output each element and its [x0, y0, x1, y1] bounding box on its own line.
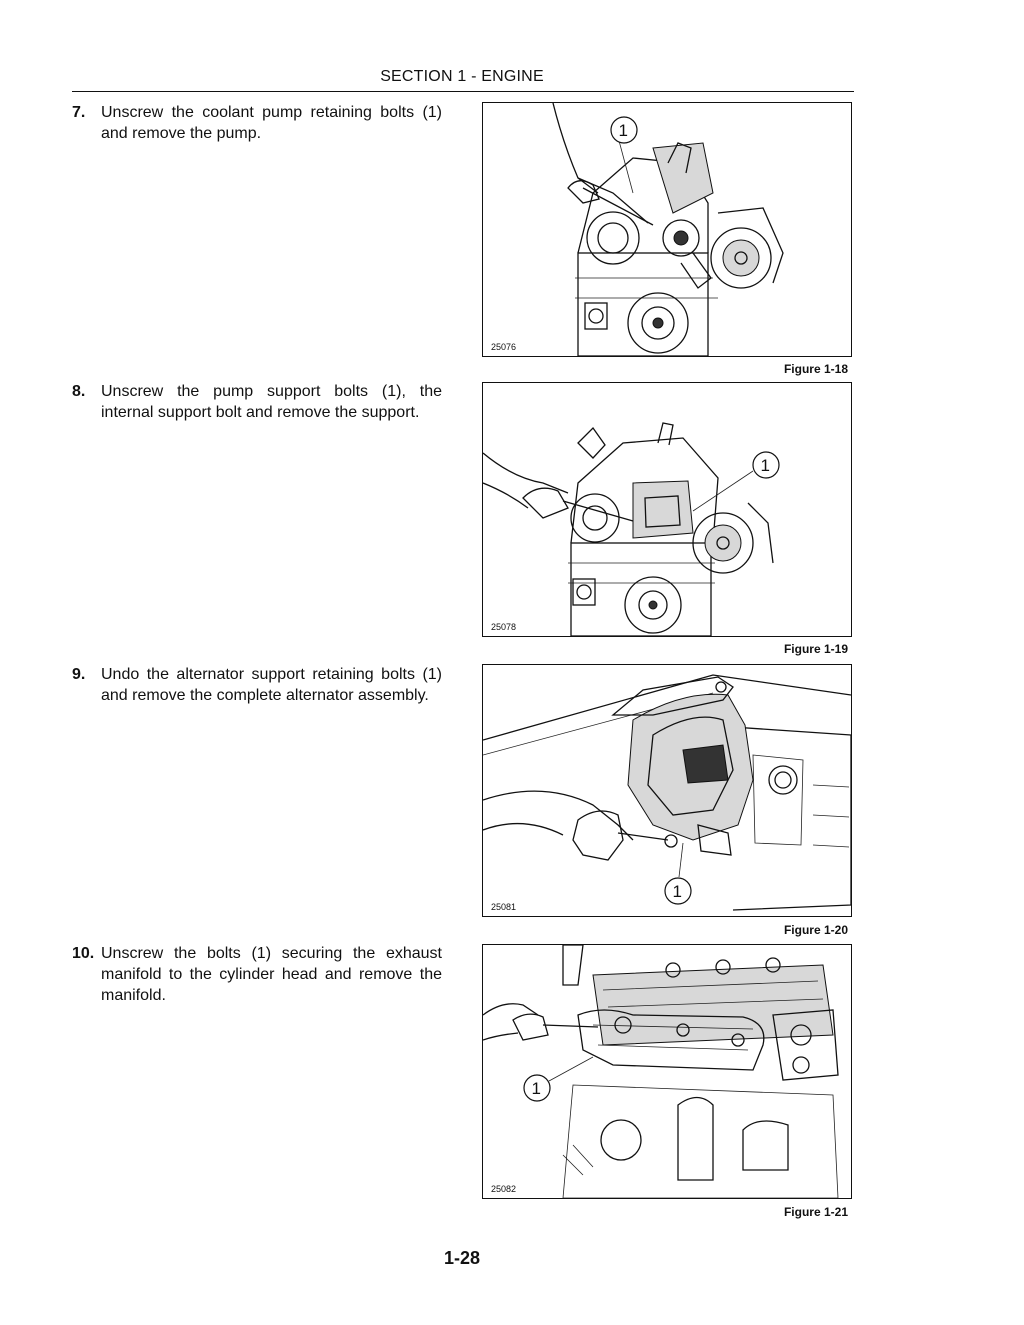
figure-1-19: [482, 382, 852, 637]
step-text: Unscrew the bolts (1) securing the exhaust manifold to the cylinder head and remove the manifold.: [101, 945, 442, 1004]
step-number: 10.: [72, 945, 95, 962]
step-number: 9.: [72, 666, 86, 683]
step-10: [72, 943, 442, 1006]
figure-1-20: [482, 664, 852, 917]
figure-caption: Figure 1-19: [783, 642, 848, 656]
svg-text:1: 1: [672, 882, 682, 901]
step-9: [72, 664, 442, 706]
svg-text:1: 1: [760, 456, 770, 475]
svg-text:1: 1: [531, 1079, 541, 1098]
section-header: SECTION 1 - ENGINE: [380, 68, 544, 85]
header-rule: [72, 91, 854, 92]
callout-1: [611, 117, 637, 143]
svg-text:1: 1: [618, 121, 628, 140]
figure-caption: Figure 1-21: [783, 1205, 848, 1219]
callout-1: [753, 452, 779, 478]
callout-1: [524, 1075, 550, 1101]
engine-illustration-pump-support: [483, 383, 851, 636]
step-number: 7.: [72, 104, 86, 121]
engine-illustration-alternator: [483, 665, 851, 916]
step-text: Unscrew the pump support bolts (1), the internal support bolt and remove the support.: [101, 383, 442, 421]
engine-illustration-exhaust-manifold: [483, 945, 851, 1198]
step-8: [72, 381, 442, 423]
callout-1: [665, 878, 691, 904]
step-text: Unscrew the coolant pump retaining bolts (1) and remove the pump.: [101, 104, 442, 142]
figure-id: 25082: [491, 1184, 517, 1194]
figure-caption: Figure 1-20: [783, 923, 848, 937]
figure-1-21: [482, 944, 852, 1199]
figure-id: 25081: [491, 902, 517, 912]
step-7: [72, 102, 442, 144]
page-number: 1-28: [443, 1248, 481, 1268]
step-number: 8.: [72, 383, 86, 400]
figure-id: 25076: [491, 342, 517, 352]
step-text: Undo the alternator support retaining bolts (1) and remove the complete alternator assembly.: [101, 666, 442, 704]
figure-1-18: [482, 102, 852, 357]
figure-caption: Figure 1-18: [783, 362, 848, 376]
engine-illustration-coolant-pump: [483, 103, 851, 356]
figure-id: 25078: [491, 622, 517, 632]
